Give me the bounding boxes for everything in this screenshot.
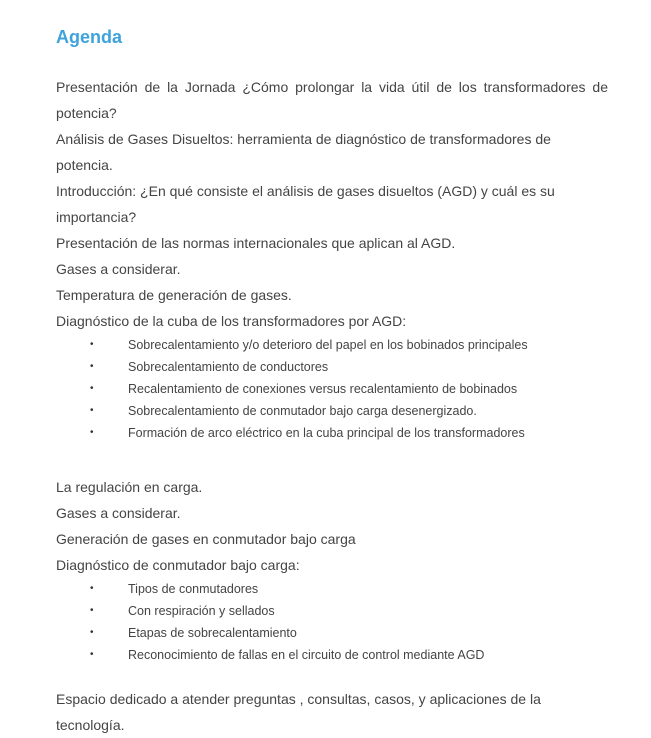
list-item-text: Sobrecalentamiento de conmutador bajo carga desenergizado. bbox=[128, 404, 477, 418]
agenda-item-analisis-gases: Análisis de Gases Disueltos: herramienta de diagnóstico de transformadores de potencia. bbox=[56, 131, 551, 173]
bullet-icon: • bbox=[90, 583, 94, 594]
bullet-icon: • bbox=[90, 605, 94, 616]
list-item-text: Sobrecalentamiento y/o deterioro del papel en los bobinados principales bbox=[128, 338, 528, 352]
list-item-text: Tipos de conmutadores bbox=[128, 582, 259, 596]
agenda-item-regulacion: La regulación en carga. bbox=[56, 479, 203, 495]
list-item-text: Sobrecalentamiento de conductores bbox=[128, 360, 329, 374]
agenda-document bbox=[56, 24, 608, 738]
section-cierre bbox=[56, 686, 608, 738]
page-title: Agenda bbox=[56, 27, 123, 47]
bullet-icon: • bbox=[90, 339, 94, 350]
list-item bbox=[56, 578, 608, 600]
bullet-icon: • bbox=[90, 361, 94, 372]
list-item-text: Recalentamiento de conexiones versus recalentamiento de bobinados bbox=[128, 382, 518, 396]
agenda-item-normas: Presentación de las normas internacionales que aplican al AGD. bbox=[56, 235, 456, 251]
list-item bbox=[56, 378, 608, 400]
agenda-item-preguntas: Espacio dedicado a atender preguntas , consultas, casos, y aplicaciones de la tecnología. bbox=[56, 691, 541, 733]
list-item bbox=[56, 334, 608, 356]
bullet-icon: • bbox=[90, 627, 94, 638]
agenda-item-introduccion: Introducción: ¿En qué consiste el análisis de gases disueltos (AGD) y cuál es su importancia? bbox=[56, 183, 555, 225]
list-item-text: Reconocimiento de fallas en el circuito de control mediante AGD bbox=[128, 648, 485, 662]
bullet-list-diagnostico-conmutador bbox=[56, 578, 608, 666]
list-item-text: Formación de arco eléctrico en la cuba principal de los transformadores bbox=[128, 426, 525, 440]
list-item bbox=[56, 622, 608, 644]
list-item bbox=[56, 600, 608, 622]
agenda-item-gases-considerar-2: Gases a considerar. bbox=[56, 505, 181, 521]
bullet-icon: • bbox=[90, 427, 94, 438]
bullet-icon: • bbox=[90, 383, 94, 394]
agenda-item-diagnostico-cuba: Diagnóstico de la cuba de los transformadores por AGD: bbox=[56, 313, 407, 329]
list-item bbox=[56, 422, 608, 444]
agenda-item-temperatura: Temperatura de generación de gases. bbox=[56, 287, 292, 303]
bullet-icon: • bbox=[90, 405, 94, 416]
agenda-item-diagnostico-conmutador: Diagnóstico de conmutador bajo carga: bbox=[56, 557, 300, 573]
section-jornada bbox=[56, 74, 608, 444]
bullet-list-diagnostico-cuba bbox=[56, 334, 608, 444]
list-item bbox=[56, 356, 608, 378]
agenda-item-generacion-gases: Generación de gases en conmutador bajo carga bbox=[56, 531, 356, 547]
agenda-item-presentacion: Presentación de la Jornada ¿Cómo prolongar la vida útil de los transformadores de potencia? bbox=[56, 79, 608, 121]
bullet-icon: • bbox=[90, 649, 94, 660]
list-item-text: Con respiración y sellados bbox=[128, 604, 275, 618]
list-item bbox=[56, 400, 608, 422]
list-item-text: Etapas de sobrecalentamiento bbox=[128, 626, 297, 640]
agenda-item-gases-considerar: Gases a considerar. bbox=[56, 261, 181, 277]
list-item bbox=[56, 644, 608, 666]
section-regulacion bbox=[56, 474, 608, 666]
